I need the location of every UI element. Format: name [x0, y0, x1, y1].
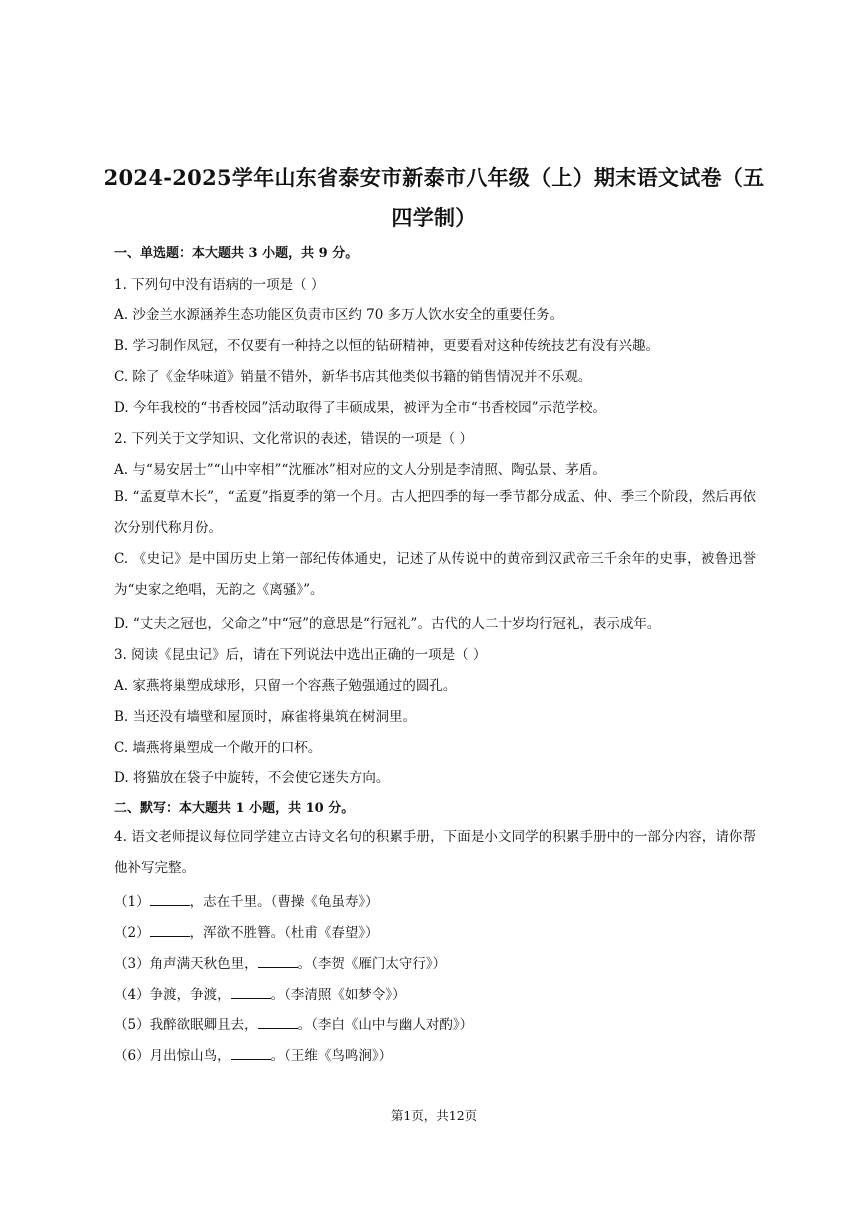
q3-option-c: C. 墙燕将巢塑成一个敞开的口杯。 [114, 740, 322, 756]
q2-option-c: C. 《史记》是中国历史上第一部纪传体通史，记述了从传说中的黄帝到汉武帝三千余年的史事，被鲁迅誉为“史家之绝唱，无韵之《离骚》”。 [114, 551, 756, 598]
question-2: 2. 下列关于文学知识、文化常识的表述，错误的一项是（ ） [114, 431, 473, 447]
q1-option-b: B. 学习制作凤冠，不仅要有一种持之以恒的钻研精神，更要看对这种传统技艺有没有兴趣。 [114, 338, 660, 354]
q2-option-a: A. 与“易安居士”“山中宰相”“沈雁冰”相对应的文人分别是李清照、陶弘景、茅盾。 [114, 462, 606, 478]
answer-blank[interactable] [150, 923, 190, 937]
section-heading-1: 一、单选题：本大题共 3 小题，共 9 分。 [114, 246, 359, 261]
q2-option-b: B. “孟夏草木长”，“孟夏”指夏季的第一个月。古人把四季的每一季节都分成孟、仲、季三个阶段，然后再依次分别代称月份。 [114, 489, 756, 536]
fill-item-5: （5）我醉欲眠卿且去， 。（李白《山中与幽人对酌》） [114, 1017, 474, 1033]
q2-option-d: D. “丈夫之冠也，父命之”中“冠”的意思是“行冠礼”。古代的人二十岁均行冠礼，表示成年。 [114, 616, 661, 632]
fill-item-1: （1） ，志在千里。（曹操《龟虽寿》） [114, 894, 379, 910]
question-3: 3. 阅读《昆虫记》后，请在下列说法中选出正确的一项是（ ） [114, 647, 487, 663]
question-1: 1. 下列句中没有语病的一项是（ ） [114, 277, 325, 293]
section-heading-2: 二、默写：本大题共 1 小题，共 10 分。 [114, 801, 355, 816]
answer-blank[interactable] [150, 892, 190, 906]
fill-item-3: （3）角声满天秋色里， 。（李贺《雁门太守行》） [114, 956, 447, 972]
q1-option-a: A. 沙金兰水源涵养生态功能区负责市区约 70 多万人饮水安全的重要任务。 [114, 307, 564, 323]
q1-option-c: C. 除了《金华味道》销量不错外，新华书店其他类似书籍的销售情况并不乐观。 [114, 369, 592, 385]
fill-item-2: （2） ，浑欲不胜簪。（杜甫《春望》） [114, 925, 379, 941]
q3-option-b: B. 当还没有墙壁和屋顶时，麻雀将巢筑在树洞里。 [114, 709, 417, 725]
question-4: 4. 语文老师提议每位同学建立古诗文名句的积累手册，下面是小文同学的积累手册中的一部分内容，请你帮他补写完整。 [114, 829, 756, 876]
answer-blank[interactable] [231, 1046, 271, 1060]
answer-blank[interactable] [258, 1015, 298, 1029]
page-footer: 第1页，共12页 [390, 1108, 478, 1123]
fill-item-6: （6）月出惊山鸟， 。（王维《鸟鸣涧》） [114, 1048, 393, 1064]
q1-option-d: D. 今年我校的“书香校园”活动取得了丰硕成果，被评为全市“书香校园”示范学校。 [114, 400, 607, 416]
page-title: 2024-2025学年山东省泰安市新泰市八年级（上）期末语文试卷（五四学制） [103, 165, 765, 230]
q3-option-a: A. 家燕将巢塑成球形，只留一个容燕子勉强通过的圆孔。 [114, 678, 457, 694]
q3-option-d: D. 将猫放在袋子中旋转，不会使它迷失方向。 [114, 770, 390, 786]
fill-item-4: （4）争渡，争渡， 。（李清照《如梦令》） [114, 987, 406, 1003]
answer-blank[interactable] [231, 985, 271, 999]
answer-blank[interactable] [258, 954, 298, 968]
